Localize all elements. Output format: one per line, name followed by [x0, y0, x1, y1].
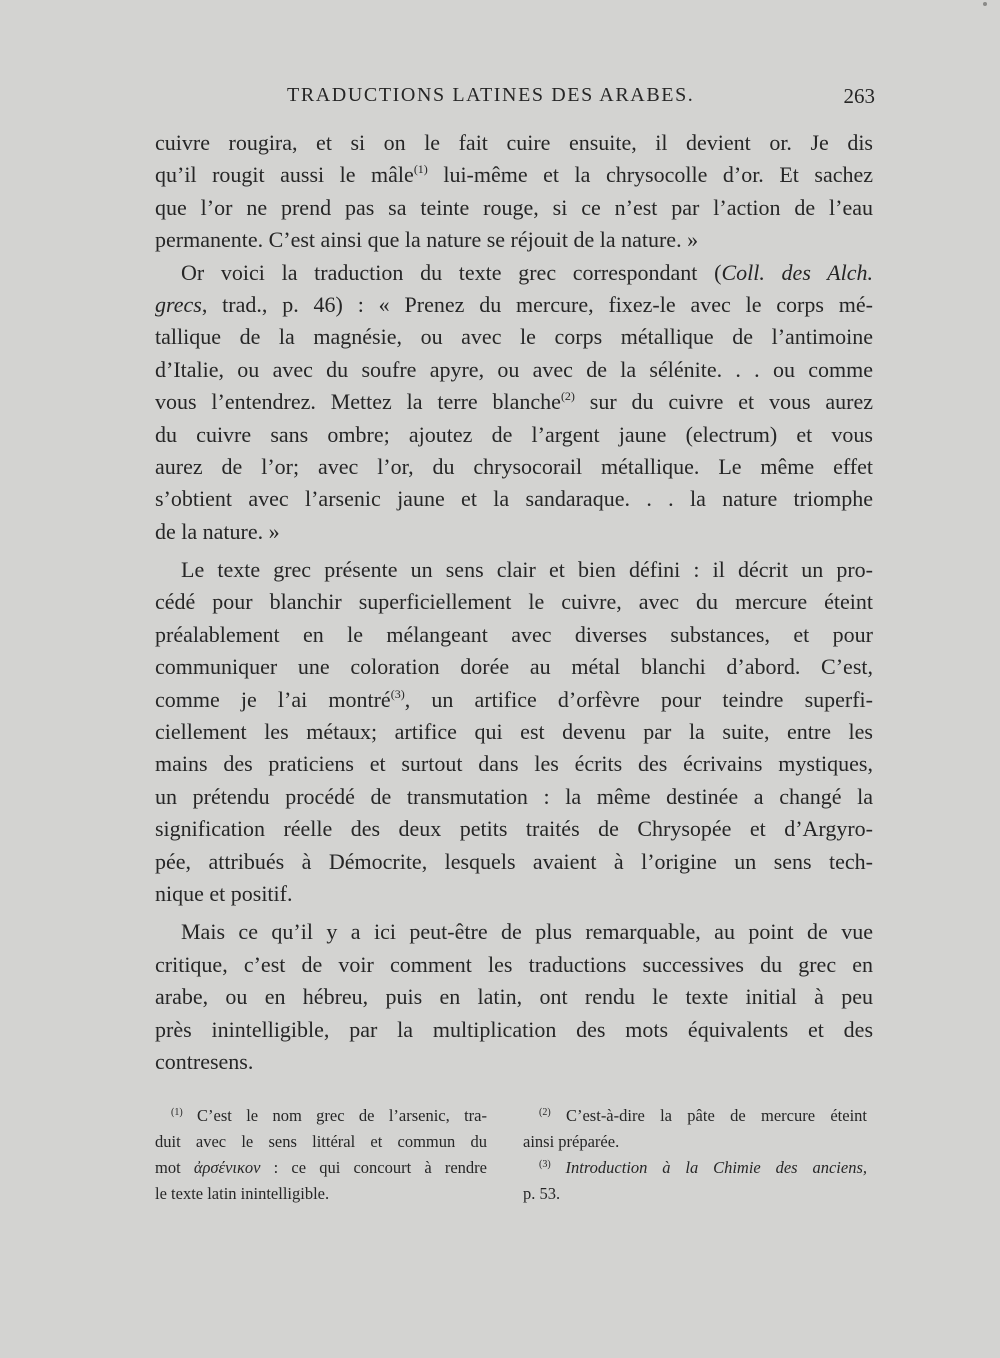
footnote-ref-2: (2): [560, 389, 575, 404]
footnote-mark: (3): [539, 1159, 551, 1170]
text-line: communiquer une coloration dorée au métal blanchi d’abord. C’est,: [155, 654, 873, 680]
text-run: Or voici la traduction du texte grec correspondant (: [181, 259, 722, 285]
italic-run: Coll. des Alch.: [721, 259, 873, 285]
text-run: : ce qui concourt à rendre: [260, 1158, 487, 1177]
paragraph-4: [155, 916, 873, 1078]
footnote-line: le texte latin inintelligible.: [155, 1184, 330, 1203]
text-line: près inintelligible, par la multiplication des mots équivalents et des: [155, 1016, 873, 1042]
text-line: aurez de l’or; avec l’or, du chrysocorail métallique. Le même effet: [155, 453, 873, 479]
text-line: un prétendu procédé de transmutation : la même destinée a changé la: [155, 783, 873, 809]
text-line: du cuivre sans ombre; ajoutez de l’argent jaune (electrum) et vous: [155, 421, 873, 447]
body-text: [155, 127, 873, 1078]
text-line: mains des praticiens et surtout dans les écrits des écrivains mystiques,: [155, 751, 873, 777]
footnote-line: ainsi préparée.: [523, 1132, 620, 1151]
page-speck: [983, 2, 987, 6]
text-line: préalablement en le mélangeant avec diverses substances, et pour: [155, 621, 873, 647]
page-number: 263: [843, 84, 875, 108]
footnote-mark: (1): [171, 1107, 183, 1118]
page-header: [155, 84, 875, 114]
text-line: critique, c’est de voir comment les traductions successives du grec en: [155, 951, 873, 977]
text-line: s’obtient avec l’arsenic jaune et la sandaraque. . . la nature triomphe: [155, 486, 873, 512]
footnote-line: p. 53.: [523, 1184, 561, 1203]
running-title: TRADUCTIONS LATINES DES ARABES.: [287, 84, 695, 106]
footnote-ref-3: (3): [390, 686, 405, 701]
paragraph-2: [155, 257, 873, 549]
text-line: [155, 684, 873, 716]
footnote-ref-1: (1): [413, 162, 428, 177]
italic-run: Introduction à la Chimie des anciens,: [550, 1158, 867, 1177]
text-line: cédé pour blanchir superficiellement le cuivre, avec du mercure éteint: [155, 589, 873, 615]
text-run: lui-même et la chrysocolle d’or. Et sachez: [427, 162, 874, 188]
text-line: de la nature. »: [155, 518, 280, 544]
footnote-line: [523, 1103, 867, 1129]
text-line: [155, 257, 873, 289]
footnote-1: [155, 1103, 487, 1207]
text-run: C’est-à-dire la pâte de mercure éteint: [550, 1106, 867, 1125]
footnote-line: [155, 1103, 487, 1129]
text-line: que l’or ne prend pas sa teinte rouge, si ce n’est par l’action de l’eau: [155, 194, 873, 220]
text-line: [155, 289, 873, 321]
text-run: , un artifice d’orfèvre pour teindre superfi-: [404, 686, 873, 712]
text-run: sur du cuivre et vous aurez: [574, 389, 873, 415]
footnote-3: [523, 1155, 867, 1207]
text-line: d’Italie, ou avec du soufre apyre, ou avec de la sélénite. . . ou comme: [155, 356, 873, 382]
footnote-line: duit avec le sens littéral et commun du: [155, 1132, 487, 1151]
text-line: nique et positif.: [155, 880, 293, 906]
text-line: permanente. C’est ainsi que la nature se réjouit de la nature. »: [155, 227, 699, 253]
footnote-mark: (2): [539, 1107, 551, 1118]
footnotes-right-column: [523, 1103, 867, 1207]
text-line: cuivre rougira, et si on le fait cuire ensuite, il devient or. Je dis: [155, 130, 873, 155]
italic-run: grecs: [155, 291, 202, 317]
text-line: Le texte grec présente un sens clair et bien défini : il décrit un pro-: [181, 557, 873, 583]
footnote-line: [523, 1155, 867, 1181]
text-line: arabe, ou en hébreu, puis en latin, ont rendu le texte initial à peu: [155, 984, 873, 1010]
text-line: Mais ce qu’il y a ici peut-être de plus remarquable, au point de vue: [181, 919, 873, 945]
text-run: comme je l’ai montré: [155, 686, 391, 712]
footnote-2: [523, 1103, 867, 1155]
greek-word: ἀρσένικον: [193, 1158, 261, 1177]
text-line: [155, 159, 873, 191]
text-run: vous l’entendrez. Mettez la terre blanche: [155, 389, 561, 415]
paragraph-1: [155, 127, 873, 257]
text-line: pée, attribués à Démocrite, lesquels avaient à l’origine un sens tech-: [155, 848, 873, 874]
text-run: C’est le nom grec de l’arsenic, tra-: [182, 1106, 487, 1125]
text-line: signification réelle des deux petits traités de Chrysopée et d’Argyro-: [155, 816, 873, 842]
text-run: , trad., p. 46) : « Prenez du mercure, fixez-le avec le corps mé-: [201, 291, 873, 317]
text-line: contresens.: [155, 1048, 254, 1074]
paragraph-3: [155, 554, 873, 910]
text-line: tallique de la magnésie, ou avec le corps métallique de l’antimoine: [155, 324, 873, 350]
text-run: qu’il rougit aussi le mâle: [155, 162, 414, 188]
text-line: ciellement les métaux; artifice qui est devenu par la suite, entre les: [155, 719, 873, 745]
text-run: mot: [155, 1158, 194, 1177]
footnote-line: [155, 1155, 487, 1181]
text-line: [155, 386, 873, 418]
